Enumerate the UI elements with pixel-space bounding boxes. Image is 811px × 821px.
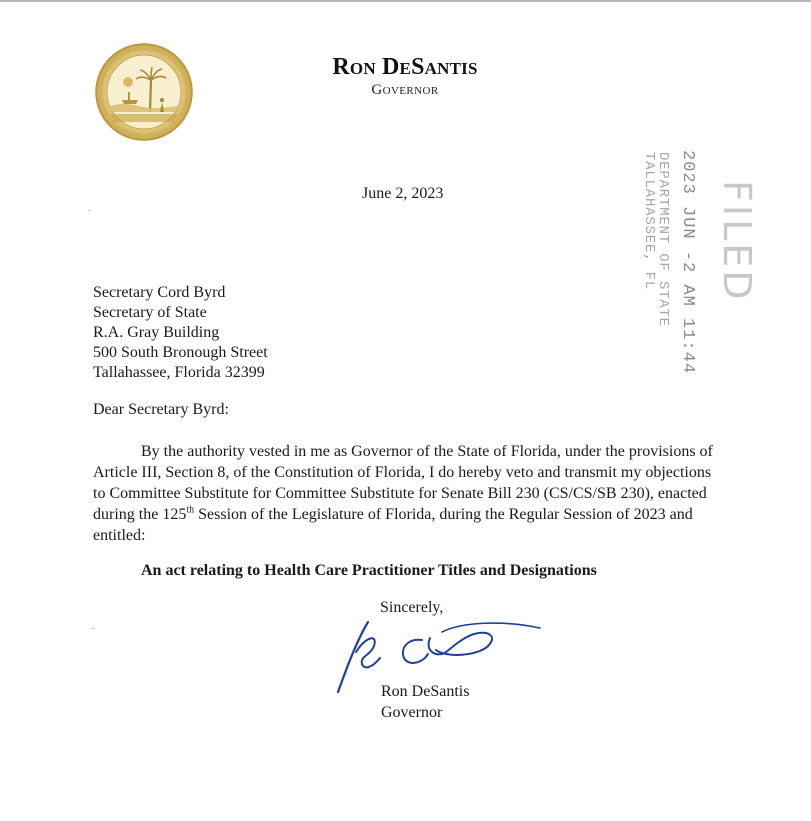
stamp-department-line: DEPARTMENT OF STATE: [655, 152, 671, 327]
governor-title: Governor: [371, 82, 439, 98]
governor-name: Ron DeSantis: [332, 54, 478, 80]
recipient-address: [93, 283, 268, 383]
stamp-city-line: TALLAHASSEE, FL: [641, 152, 657, 291]
ordinal-suffix: th: [186, 504, 195, 516]
stamp-date-line: 2023 JUN -2 AM 11:44: [678, 150, 697, 375]
scan-speck: [92, 628, 95, 629]
scan-speck: [88, 210, 91, 211]
body-paragraph: [93, 441, 718, 546]
recipient-title: Secretary of State: [93, 304, 207, 321]
recipient-name: Secretary Cord Byrd: [93, 284, 226, 301]
recipient-street: 500 South Bronough Street: [93, 344, 268, 361]
signer-name: Ron DeSantis: [381, 683, 470, 700]
act-title: An act relating to Health Care Practitioner Titles and Designations: [141, 562, 597, 579]
letter-date: June 2, 2023: [362, 185, 444, 202]
salutation: Dear Secretary Byrd:: [93, 401, 229, 418]
body-text-part2: Session of the Legislature of Florida, during the Regular Session of 2023 and entitled:: [93, 506, 693, 544]
recipient-city: Tallahassee, Florida 32399: [93, 364, 265, 381]
signature-block: [381, 681, 469, 723]
recipient-building: R.A. Gray Building: [93, 324, 220, 341]
top-edge-line: [0, 0, 811, 2]
signer-title: Governor: [381, 704, 443, 721]
florida-state-seal: [94, 42, 194, 142]
letterhead: [290, 54, 520, 99]
filed-stamp: [625, 150, 765, 375]
body-text-part1: By the authority vested in me as Governor of the State of Florida, under the provisions of Article III, Section 8, of the Constitution of Florida, I do hereby veto and transmit my objections to Committee Substitute for Committee Substitute for Senate Bill 230 (CS/CS/SB 230), enacted during the 125: [93, 443, 713, 523]
stamp-filed-word: FILED: [715, 180, 759, 303]
closing: Sincerely,: [380, 599, 444, 616]
